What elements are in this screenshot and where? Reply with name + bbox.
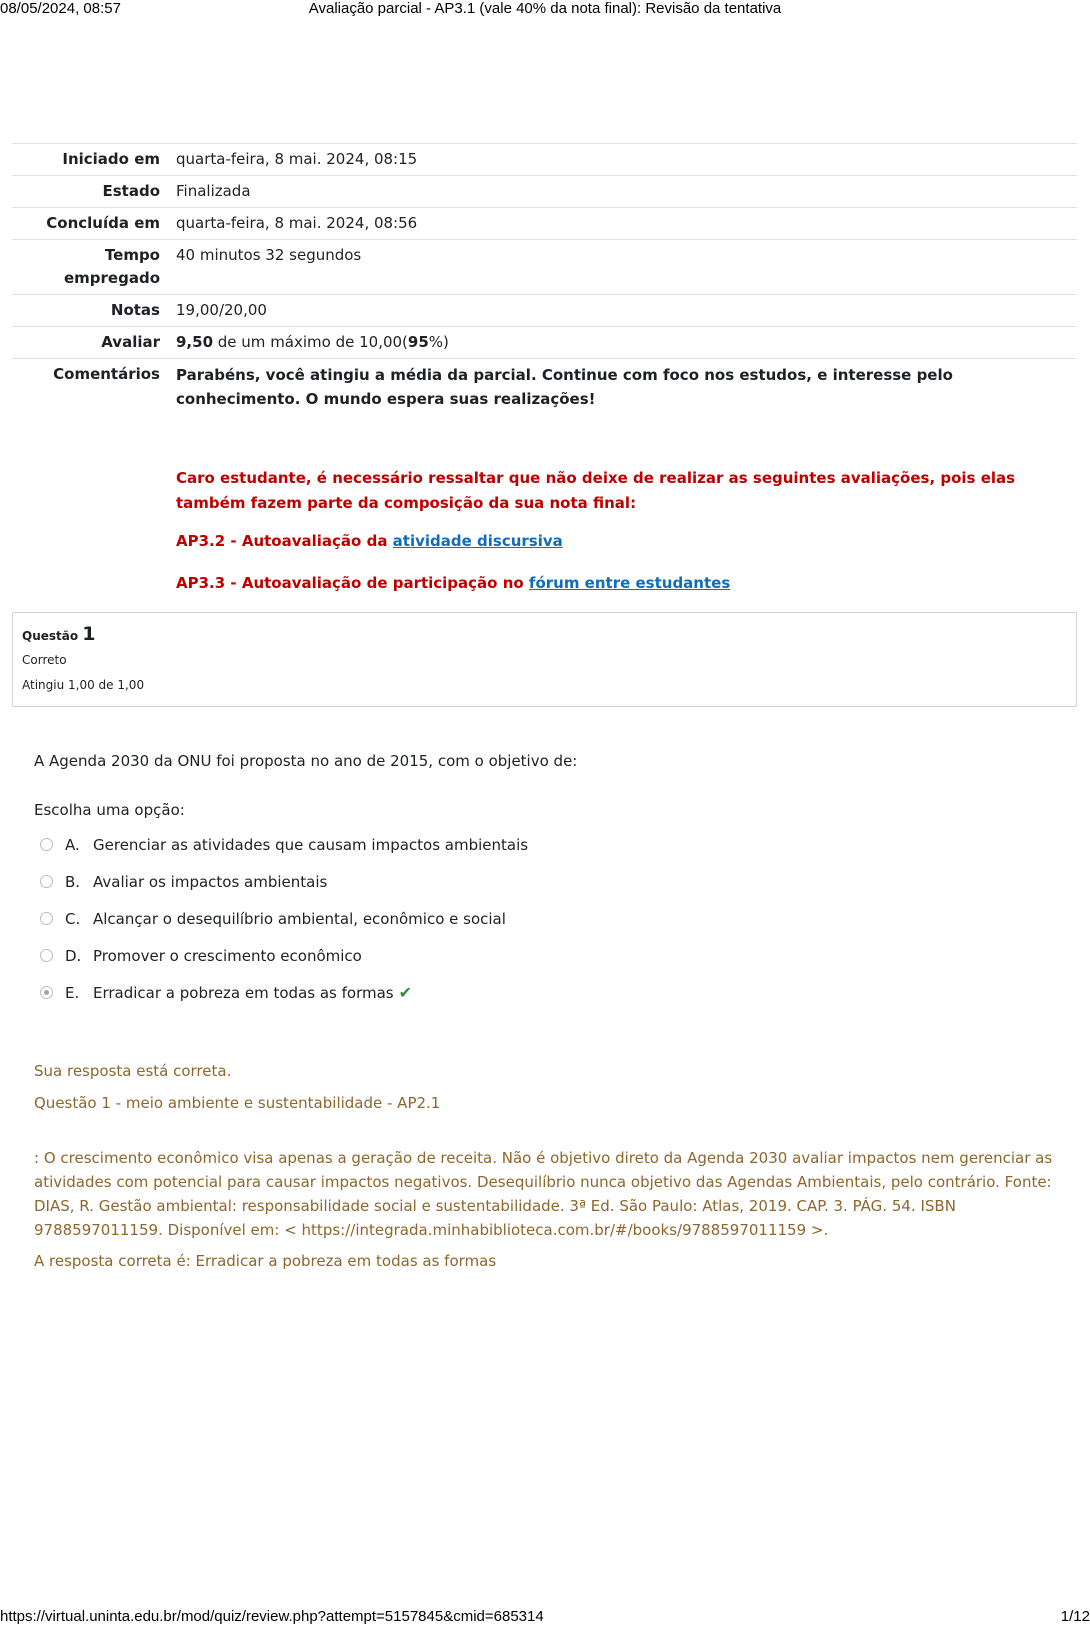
option-d-text: Promover o crescimento econômico (93, 946, 362, 965)
time-label-line1: Tempo (104, 246, 160, 264)
option-d-letter: D. (65, 946, 82, 965)
feedback-value (170, 359, 1077, 601)
option-a-text: Gerenciar as atividades que causam impactos ambientais (93, 835, 529, 854)
summary-row-state (12, 176, 1077, 208)
print-title: Avaliação parcial - AP3.1 (vale 40% da nota final): Revisão da tentativa (308, 0, 782, 17)
feedback-main: Parabéns, você atingiu a média da parcial. Continue com foco nos estudos, e interesse pelo conhecimento. O mundo espera suas realizações! (176, 366, 953, 408)
radio-b[interactable] (40, 875, 53, 888)
grade-label: Avaliar (101, 333, 160, 351)
general-feedback: : O crescimento econômico visa apenas a geração de receita. Não é objetivo direto da Agenda 2030 avaliar impactos nem gerenciar as atividades com potencial para causar impactos negativos. Desequilíbrio nunca objetivo das Agendas Ambientais, pelo contrário. Fonte: DIAS, R. Gestão ambiental: responsabilidade social e sustentabilidade. 3ª Ed. São Paulo: Atlas, 2019. CAP. 3. PÁG. 54. ISBN 9788597011159. Disponível em: < https://integrada.minhabiblioteca.com.br/#/books/9788597011159 >. (34, 1149, 1053, 1239)
forum-estudantes-link[interactable]: fórum entre estudantes (528, 574, 731, 592)
ap33-text: AP3.3 - Autoavaliação de participação no (176, 574, 529, 592)
option-b-text: Avaliar os impactos ambientais (93, 872, 328, 891)
marks-label: Notas (110, 301, 160, 319)
question-number (22, 623, 1067, 645)
atividade-discursiva-link[interactable]: atividade discursiva (392, 532, 563, 550)
question-grade: Atingiu 1,00 de 1,00 (22, 678, 145, 692)
option-d[interactable] (40, 937, 528, 974)
ap32-text: AP3.2 - Autoavaliação da (176, 532, 393, 550)
question-number-value: 1 (82, 623, 96, 645)
summary-row-started (12, 144, 1077, 176)
ap32-line (176, 529, 1071, 554)
summary-row-marks (12, 295, 1077, 327)
print-url: https://virtual.uninta.edu.br/mod/quiz/review.php?attempt=5157845&cmid=685314 (0, 1608, 544, 1625)
question-source: Questão 1 - meio ambiente e sustentabilidade - AP2.1 (34, 1094, 441, 1112)
grade-end: %) (428, 333, 449, 351)
radio-d[interactable] (40, 949, 53, 962)
grade-score: 9,50 (176, 333, 214, 351)
attempt-summary-table (12, 143, 1077, 600)
grade-value (170, 327, 1077, 359)
question-outcome (34, 1060, 1054, 1273)
grade-mid: de um máximo de 10,00( (213, 333, 408, 351)
option-e-letter: E. (65, 983, 80, 1002)
print-date: 08/05/2024, 08:57 (0, 0, 121, 17)
grade-percent: 95 (407, 333, 429, 351)
check-icon: ✔ (398, 983, 413, 1002)
option-e[interactable] (40, 974, 528, 1011)
feedback-warning: Caro estudante, é necessário ressaltar que não deixe de realizar as seguintes avaliações, pois elas também fazem parte da composição da sua nota final: (176, 469, 1016, 512)
option-c-text: Alcançar o desequilíbrio ambiental, econômico e social (93, 909, 506, 928)
time-value: 40 minutos 32 segundos (176, 246, 362, 264)
radio-c[interactable] (40, 912, 53, 925)
option-a[interactable] (40, 826, 528, 863)
state-label: Estado (102, 182, 160, 200)
time-label (12, 240, 170, 295)
option-b[interactable] (40, 863, 528, 900)
print-page-number: 1/12 (1060, 1608, 1090, 1625)
answer-prompt: Escolha uma opção: (34, 801, 185, 819)
summary-row-feedback (12, 359, 1077, 601)
state-value: Finalizada (176, 182, 251, 200)
radio-e[interactable] (40, 986, 53, 999)
option-c[interactable] (40, 900, 528, 937)
question-info-box (12, 612, 1077, 707)
summary-row-grade (12, 327, 1077, 359)
started-value: quarta-feira, 8 mai. 2024, 08:15 (176, 150, 418, 168)
answer-options (40, 826, 528, 1011)
option-b-letter: B. (65, 872, 81, 891)
option-c-letter: C. (65, 909, 81, 928)
option-a-letter: A. (65, 835, 80, 854)
summary-row-time (12, 240, 1077, 295)
print-header (0, 0, 1090, 20)
completed-label: Concluída em (46, 214, 160, 232)
question-state: Correto (22, 653, 67, 667)
question-label: Questão (22, 629, 79, 643)
radio-a[interactable] (40, 838, 53, 851)
time-label-line2: empregado (63, 269, 160, 287)
completed-value: quarta-feira, 8 mai. 2024, 08:56 (176, 214, 418, 232)
right-answer: A resposta correta é: Erradicar a pobreza em todas as formas (34, 1252, 497, 1270)
question-text: A Agenda 2030 da ONU foi proposta no ano de 2015, com o objetivo de: (34, 752, 578, 770)
started-label: Iniciado em (62, 150, 160, 168)
marks-value: 19,00/20,00 (176, 301, 267, 319)
specific-feedback: Sua resposta está correta. (34, 1062, 232, 1080)
print-footer (0, 1608, 1090, 1628)
summary-row-completed (12, 208, 1077, 240)
feedback-label: Comentários (53, 365, 160, 383)
ap33-line (176, 571, 1071, 596)
option-e-text: Erradicar a pobreza em todas as formas (93, 983, 394, 1002)
